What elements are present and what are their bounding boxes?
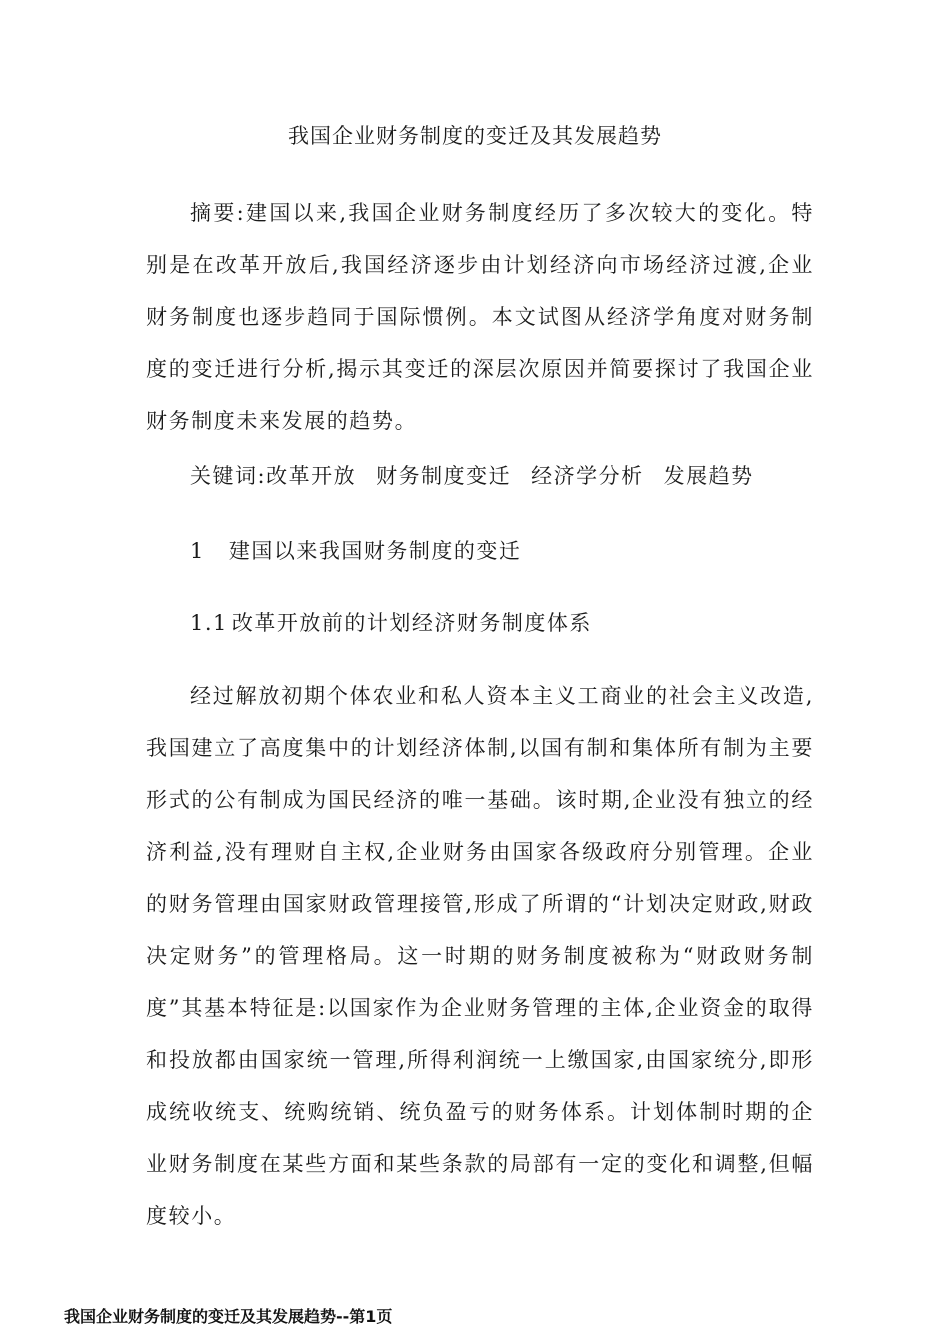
body-paragraph: 经过解放初期个体农业和私人资本主义工商业的社会主义改造,我国建立了高度集中的计划经济体制,以国有制和集体所有制为主要形式的公有制成为国民经济的唯一基础。该时期,企业没有独立的经济利益,没有理财自主权,企业财务由国家各级政府分别管理。企业的财务管理由国家财政管理接管,形成了所谓的“计划决定财政,财政决定财务”的管理格局。这一时期的财务制度被称为“财政财务制度”其基本特征是:以国家作为企业财务管理的主体,企业资金的取得和投放都由国家统一管理,所得利润统一上缴国家,由国家统分,即形成统收统支、统购统销、统负盈亏的财务体系。计划体制时期的企业财务制度在某些方面和某些条款的局部有一定的变化和调整,但幅度较小。 xyxy=(146,684,814,1228)
keyword-item: 经济学分析 xyxy=(531,464,644,488)
keyword-item: 改革开放 xyxy=(266,464,357,488)
keyword-item: 财务制度变迁 xyxy=(376,464,512,488)
abstract-paragraph: 摘要:建国以来,我国企业财务制度经历了多次较大的变化。特别是在改革开放后,我国经济逐步由计划经济向市场经济过渡,企业财务制度也逐步趋同于国际惯例。本文试图从经济学角度对财务制度的变迁进行分析,揭示其变迁的深层次原因并简要探讨了我国企业财务制度未来发展的趋势。 xyxy=(146,201,814,433)
section-title: 建国以来我国财务制度的变迁 xyxy=(228,539,522,563)
keywords-label: 关键词: xyxy=(190,464,267,488)
section-heading xyxy=(190,535,521,565)
subsection-heading xyxy=(190,607,592,637)
subsection-title: 改革开放前的计划经济财务制度体系 xyxy=(231,611,592,635)
section-number: 1 xyxy=(190,539,205,563)
subsection-number: 1.1 xyxy=(190,611,228,635)
page-footer: 我国企业财务制度的变迁及其发展趋势--第1页 xyxy=(64,1307,393,1326)
keyword-item: 发展趋势 xyxy=(663,464,754,488)
keywords-line xyxy=(190,460,774,490)
document-title: 我国企业财务制度的变迁及其发展趋势 xyxy=(288,124,662,148)
